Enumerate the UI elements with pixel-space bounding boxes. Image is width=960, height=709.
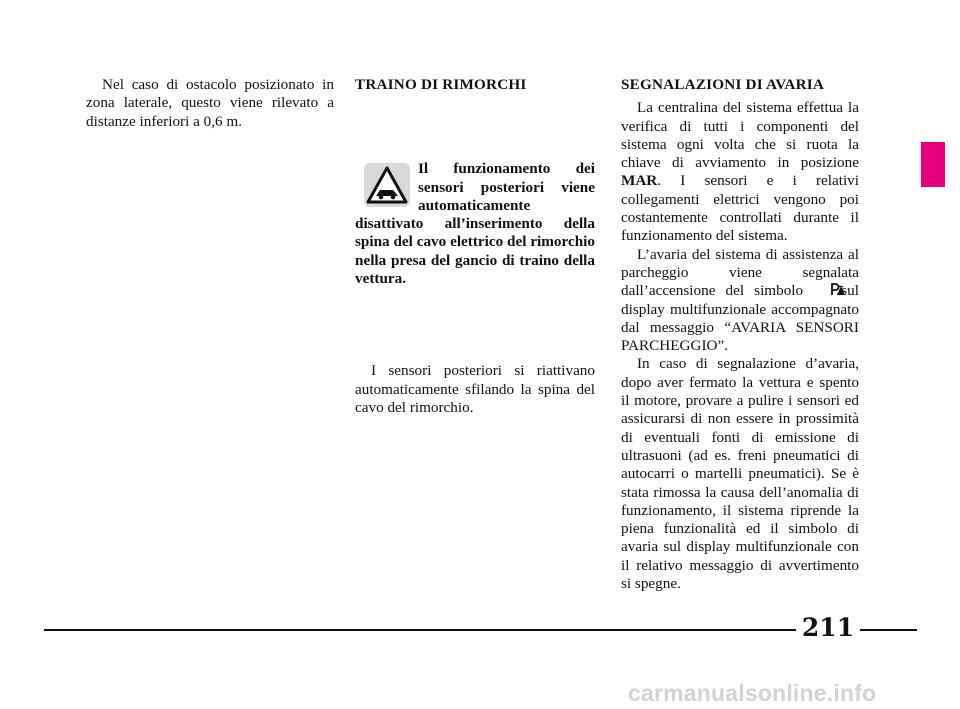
column-middle <box>355 76 595 417</box>
footer-rule-left <box>44 629 796 631</box>
column-left <box>86 76 334 131</box>
footer-rule-right <box>860 629 917 631</box>
reactivation-paragraph: I sensori posteriori si riattivano automaticamente sfilando la spina del cavo del rimorchio. <box>355 362 595 416</box>
fault-signal-heading: SEGNALAZIONI DI AVARIA <box>621 76 825 93</box>
key-position-mar: MAR <box>621 172 658 190</box>
trailer-towing-heading: TRAINO DI RIMORCHI <box>355 76 527 93</box>
warning-triangle-icon <box>364 163 410 207</box>
parking-sensor-icon <box>815 283 829 296</box>
lateral-obstacle-paragraph: Nel caso di ostacolo posizionato in zona laterale, questo viene rilevato a distanze inferiori a 0,6 m. <box>86 76 334 130</box>
section-tab-marker <box>921 142 945 187</box>
watermark: carmanualsonline.info <box>628 680 877 706</box>
fault-action-paragraph: In caso di segnalazione d’avaria, dopo aver fermato la vettura e spento il motore, provare a pulire i sensori ed assicurarsi di non essere in prossimità di eventuali fonti di emissione di ultrasuoni (ad es. freni pneumatici di autocarri o martelli pneumatici). Se è stata rimossa la causa dell’anomalia di funzionamento, il sistema riprende la piena funzionalità ed il simbolo di avaria sul display multifunzionale con il relativo messaggio di avvertimento si spegne. <box>621 355 859 593</box>
reactivation-note <box>355 362 595 417</box>
column-right <box>621 76 859 593</box>
warning-note <box>355 160 595 288</box>
system-check-paragraph: La centralina del sistema effettua la verifica di tutti i componenti del sistema ogni volta che si ruota la chiave di avviamento in posizione MAR. I sensori e i relativi collegamenti elettrici vengono poi costantemente controllati durante il funzionamento del sistema. <box>621 99 859 245</box>
page-number: 211 <box>801 613 855 642</box>
fault-indication-paragraph: L’avaria del sistema di assistenza al parcheggio viene segnalata dall’accensione del simbolo sul display multifunzionale accompagnato dal messaggio “AVARIA SENSORI PARCHEGGIO”. <box>621 245 859 355</box>
warning-text: Il funzionamento dei sensori posteriori viene automaticamente disattivato all’inserimento della spina del cavo elettrico del rimorchio nella presa del gancio di traino della vettura. <box>355 160 595 288</box>
